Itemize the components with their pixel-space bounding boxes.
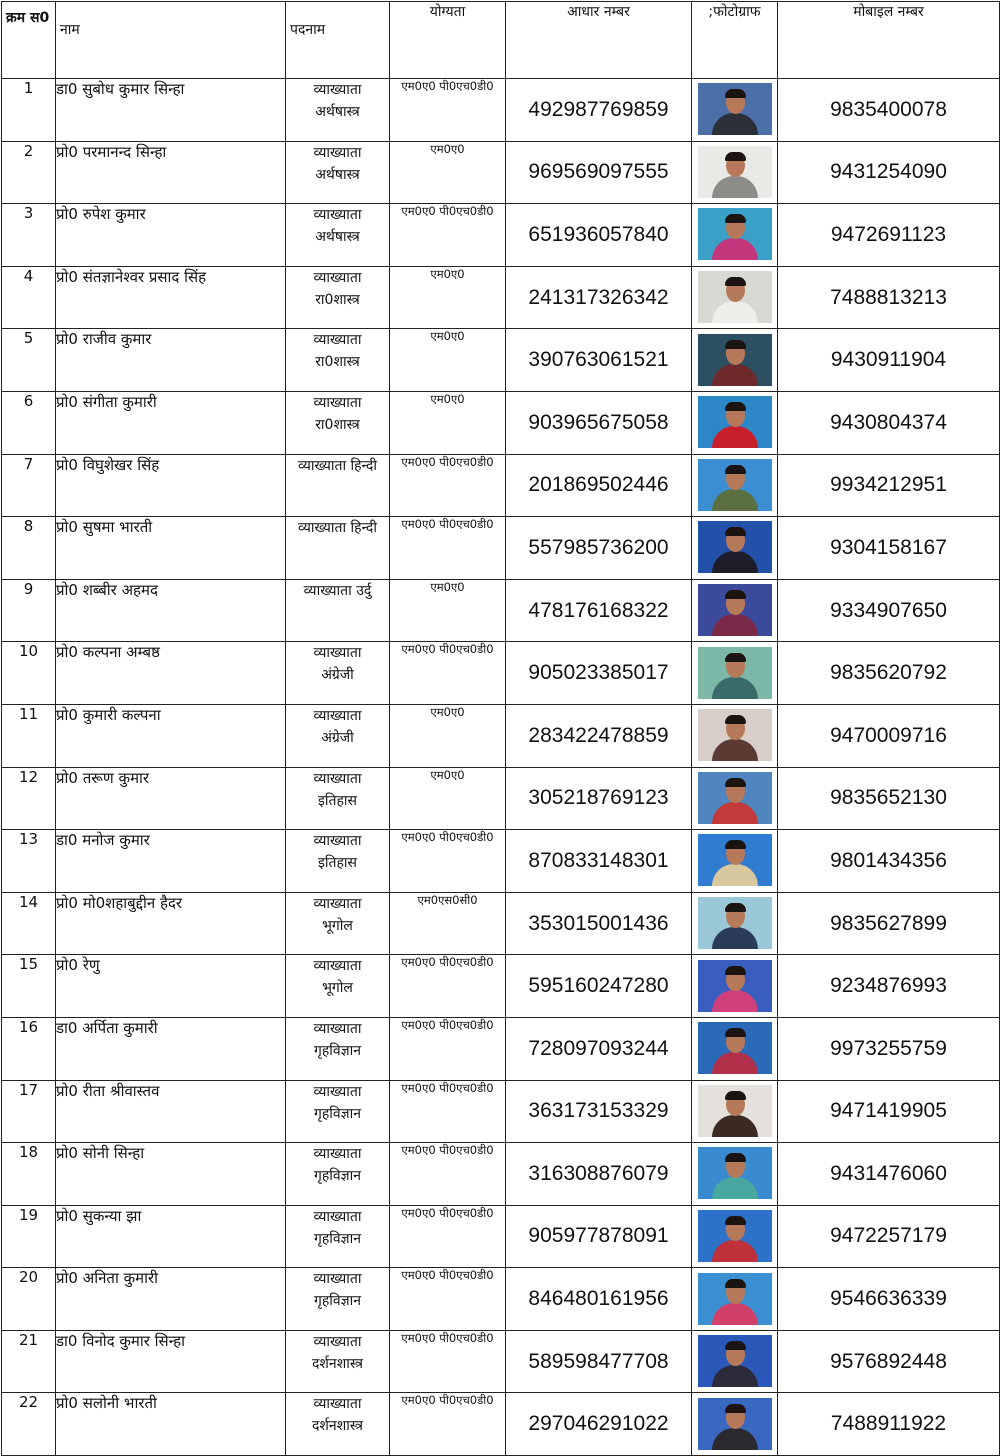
row-qualification: एम0ए0 <box>390 704 506 767</box>
row-mobile: 9430911904 <box>778 329 1000 392</box>
person-photo <box>698 1335 772 1387</box>
table-row <box>2 454 1000 517</box>
row-sno: 17 <box>2 1080 56 1143</box>
row-post-line1: व्याख्याता <box>313 833 362 850</box>
row-post-line1: व्याख्याता <box>313 1020 362 1037</box>
row-post-line2: अंग्रेजी <box>321 729 354 746</box>
row-sno: 5 <box>2 329 56 392</box>
row-name: प्रो0 संगीता कुमारी <box>56 391 286 454</box>
row-mobile: 9835400078 <box>778 79 1000 142</box>
table-row <box>2 204 1000 267</box>
row-photo-cell <box>692 204 778 267</box>
row-photo-cell <box>692 892 778 955</box>
row-post-line1: व्याख्याता <box>313 1396 362 1413</box>
row-post-line1: व्याख्याता उर्दु <box>303 582 372 599</box>
row-qualification: एम0ए0 पी0एच0डी0 <box>390 204 506 267</box>
row-photo-cell <box>692 1017 778 1080</box>
row-aadhaar: 283422478859 <box>506 704 692 767</box>
row-mobile: 9472257179 <box>778 1205 1000 1268</box>
table-row <box>2 767 1000 830</box>
row-post-line1: व्याख्याता <box>313 1271 362 1288</box>
row-qualification: एम0ए0 <box>390 767 506 830</box>
row-post-line2: रा0शास्त्र <box>315 291 360 308</box>
row-post <box>286 1205 390 1268</box>
row-post <box>286 1330 390 1393</box>
row-post <box>286 1080 390 1143</box>
table-row <box>2 329 1000 392</box>
row-aadhaar: 870833148301 <box>506 830 692 893</box>
row-post <box>286 454 390 517</box>
header-mobile: मोबाइल नम्बर <box>778 2 1000 79</box>
row-post <box>286 1393 390 1456</box>
row-mobile: 9304158167 <box>778 517 1000 580</box>
table-row <box>2 1017 1000 1080</box>
table-row <box>2 266 1000 329</box>
row-photo-cell <box>692 141 778 204</box>
row-post <box>286 391 390 454</box>
row-mobile: 9472691123 <box>778 204 1000 267</box>
row-sno: 13 <box>2 830 56 893</box>
row-mobile: 9835627899 <box>778 892 1000 955</box>
row-post <box>286 517 390 580</box>
row-post-line2: इतिहास <box>317 792 357 809</box>
row-aadhaar: 903965675058 <box>506 391 692 454</box>
row-qualification: एम0ए0 पी0एच0डी0 <box>390 79 506 142</box>
row-post-line1: व्याख्याता <box>313 1083 362 1100</box>
row-sno: 2 <box>2 141 56 204</box>
row-sno: 11 <box>2 704 56 767</box>
row-post-line1: व्याख्याता <box>313 332 362 349</box>
row-post-line1: व्याख्याता <box>313 394 362 411</box>
row-sno: 14 <box>2 892 56 955</box>
row-sno: 10 <box>2 642 56 705</box>
row-photo-cell <box>692 517 778 580</box>
row-mobile: 9576892448 <box>778 1330 1000 1393</box>
row-qualification: एम0एस0सी0 <box>390 892 506 955</box>
row-post <box>286 1017 390 1080</box>
row-name: डा0 मनोज कुमार <box>56 830 286 893</box>
row-aadhaar: 316308876079 <box>506 1143 692 1206</box>
person-photo <box>698 1398 772 1450</box>
row-aadhaar: 305218769123 <box>506 767 692 830</box>
row-post-line2: गृहविज्ञान <box>313 1105 362 1122</box>
row-qualification: एम0ए0 <box>390 579 506 642</box>
photo-hair <box>725 527 746 536</box>
row-qualification: एम0ए0 पी0एच0डी0 <box>390 454 506 517</box>
row-name: प्रो0 रीता श्रीवास्तव <box>56 1080 286 1143</box>
row-photo-cell <box>692 642 778 705</box>
staff-table <box>1 1 1000 1456</box>
row-qualification: एम0ए0 पी0एच0डी0 <box>390 830 506 893</box>
row-post-line2: दर्शनशास्त्र <box>311 1355 364 1372</box>
table-row <box>2 141 1000 204</box>
row-sno: 12 <box>2 767 56 830</box>
photo-hair <box>725 89 746 98</box>
row-qualification: एम0ए0 पी0एच0डी0 <box>390 1393 506 1456</box>
row-photo-cell <box>692 1330 778 1393</box>
person-photo <box>698 83 772 135</box>
row-mobile: 9835652130 <box>778 767 1000 830</box>
row-aadhaar: 201869502446 <box>506 454 692 517</box>
photo-hair <box>725 277 746 286</box>
person-photo <box>698 521 772 573</box>
table-row <box>2 391 1000 454</box>
row-photo-cell <box>692 830 778 893</box>
row-sno: 22 <box>2 1393 56 1456</box>
row-post <box>286 1143 390 1206</box>
table-row <box>2 1143 1000 1206</box>
row-qualification: एम0ए0 पी0एच0डी0 <box>390 1080 506 1143</box>
row-mobile: 9430804374 <box>778 391 1000 454</box>
row-qualification: एम0ए0 <box>390 391 506 454</box>
row-post-line1: व्याख्याता हिन्दी <box>298 520 377 537</box>
photo-hair <box>725 1279 746 1288</box>
row-aadhaar: 905023385017 <box>506 642 692 705</box>
table-row <box>2 830 1000 893</box>
row-aadhaar: 478176168322 <box>506 579 692 642</box>
row-qualification: एम0ए0 पी0एच0डी0 <box>390 1268 506 1331</box>
row-sno: 8 <box>2 517 56 580</box>
row-post-line2: भूगोल <box>322 917 353 934</box>
header-qualification: योग्यता <box>390 2 506 79</box>
row-aadhaar: 363173153329 <box>506 1080 692 1143</box>
photo-hair <box>725 903 746 912</box>
row-post-line2: इतिहास <box>317 855 357 872</box>
row-mobile: 9546636339 <box>778 1268 1000 1331</box>
row-photo-cell <box>692 704 778 767</box>
person-photo <box>698 1273 772 1325</box>
person-photo <box>698 897 772 949</box>
row-post <box>286 704 390 767</box>
row-post-line1: व्याख्याता <box>313 1333 362 1350</box>
row-qualification: एम0ए0 <box>390 266 506 329</box>
photo-hair <box>725 715 746 724</box>
row-aadhaar: 492987769859 <box>506 79 692 142</box>
photo-hair <box>725 966 746 975</box>
header-photo: ;फोटोग्राफ <box>692 2 778 79</box>
row-post-line1: व्याख्याता <box>313 1208 362 1225</box>
table-row <box>2 892 1000 955</box>
row-name: प्रो0 राजीव कुमार <box>56 329 286 392</box>
table-row <box>2 1393 1000 1456</box>
photo-hair <box>725 402 746 411</box>
row-name: प्रो0 कुमारी कल्पना <box>56 704 286 767</box>
row-qualification: एम0ए0 पी0एच0डी0 <box>390 1143 506 1206</box>
row-sno: 3 <box>2 204 56 267</box>
row-qualification: एम0ए0 पी0एच0डी0 <box>390 517 506 580</box>
table-row <box>2 1080 1000 1143</box>
row-sno: 4 <box>2 266 56 329</box>
row-post-line2: रा0शास्त्र <box>315 416 360 433</box>
row-name: प्रो0 तरूण कुमार <box>56 767 286 830</box>
row-name: प्रो0 सलोनी भारती <box>56 1393 286 1456</box>
photo-hair <box>725 1153 746 1162</box>
row-qualification: एम0ए0 पी0एच0डी0 <box>390 1330 506 1393</box>
row-post-line1: व्याख्याता <box>313 207 362 224</box>
row-qualification: एम0ए0 पी0एच0डी0 <box>390 1017 506 1080</box>
photo-hair <box>725 465 746 474</box>
person-photo <box>698 584 772 636</box>
row-mobile: 9801434356 <box>778 830 1000 893</box>
header-sno: क्रम स0 <box>2 2 56 79</box>
row-mobile: 9835620792 <box>778 642 1000 705</box>
person-photo <box>698 647 772 699</box>
row-post <box>286 579 390 642</box>
row-name: डा0 अर्पिता कुमारी <box>56 1017 286 1080</box>
row-aadhaar: 969569097555 <box>506 141 692 204</box>
person-photo <box>698 146 772 198</box>
table-row <box>2 79 1000 142</box>
row-post <box>286 830 390 893</box>
row-mobile: 9934212951 <box>778 454 1000 517</box>
row-post <box>286 141 390 204</box>
table-row <box>2 579 1000 642</box>
row-mobile: 9431254090 <box>778 141 1000 204</box>
row-photo-cell <box>692 1393 778 1456</box>
row-aadhaar: 297046291022 <box>506 1393 692 1456</box>
photo-hair <box>725 1341 746 1350</box>
person-photo <box>698 960 772 1012</box>
person-photo <box>698 271 772 323</box>
row-post-line1: व्याख्याता <box>313 269 362 286</box>
row-post-line2: अंग्रेजी <box>321 667 354 684</box>
row-post-line2: गृहविज्ञान <box>313 1293 362 1310</box>
table-row <box>2 1268 1000 1331</box>
row-name: प्रो0 शब्बीर अहमद <box>56 579 286 642</box>
row-sno: 15 <box>2 955 56 1018</box>
person-photo <box>698 772 772 824</box>
row-qualification: एम0ए0 <box>390 329 506 392</box>
row-mobile: 9431476060 <box>778 1143 1000 1206</box>
row-name: प्रो0 संतज्ञानेश्वर प्रसाद सिंह <box>56 266 286 329</box>
photo-hair <box>725 1216 746 1225</box>
photo-hair <box>725 1404 746 1413</box>
row-photo-cell <box>692 1143 778 1206</box>
table-row <box>2 704 1000 767</box>
row-aadhaar: 557985736200 <box>506 517 692 580</box>
row-sno: 9 <box>2 579 56 642</box>
photo-hair <box>725 1028 746 1037</box>
row-post <box>286 79 390 142</box>
row-name: प्रो0 कल्पना अम्बष्ठ <box>56 642 286 705</box>
table-row <box>2 955 1000 1018</box>
row-aadhaar: 241317326342 <box>506 266 692 329</box>
row-post <box>286 892 390 955</box>
person-photo <box>698 459 772 511</box>
row-name: प्रो0 अनिता कुमारी <box>56 1268 286 1331</box>
row-photo-cell <box>692 1205 778 1268</box>
header-post: पदनाम <box>286 2 390 79</box>
photo-hair <box>725 340 746 349</box>
table-row <box>2 642 1000 705</box>
row-name: प्रो0 सुषमा भारती <box>56 517 286 580</box>
row-photo-cell <box>692 329 778 392</box>
row-qualification: एम0ए0 <box>390 141 506 204</box>
row-post-line2: अर्थषास्त्र <box>315 229 360 246</box>
row-post-line1: व्याख्याता <box>313 144 362 161</box>
row-post <box>286 642 390 705</box>
table-row <box>2 1330 1000 1393</box>
row-qualification: एम0ए0 पी0एच0डी0 <box>390 1205 506 1268</box>
row-post-line1: व्याख्याता <box>313 707 362 724</box>
row-post <box>286 204 390 267</box>
row-name: प्रो0 मो0शहाबुद्दीन हैदर <box>56 892 286 955</box>
row-sno: 19 <box>2 1205 56 1268</box>
row-post-line1: व्याख्याता <box>313 958 362 975</box>
row-photo-cell <box>692 391 778 454</box>
row-post-line2: गृहविज्ञान <box>313 1042 362 1059</box>
row-name: प्रो0 रेणु <box>56 955 286 1018</box>
row-post-line2: रा0शास्त्र <box>315 354 360 371</box>
row-photo-cell <box>692 1268 778 1331</box>
row-qualification: एम0ए0 पी0एच0डी0 <box>390 955 506 1018</box>
row-post <box>286 955 390 1018</box>
row-mobile: 9470009716 <box>778 704 1000 767</box>
header-row <box>2 2 1000 79</box>
row-post-line2: अर्थषास्त्र <box>315 166 360 183</box>
row-name: प्रो0 रुपेश कुमार <box>56 204 286 267</box>
photo-hair <box>725 1091 746 1100</box>
row-name: प्रो0 सोनी सिन्हा <box>56 1143 286 1206</box>
row-sno: 16 <box>2 1017 56 1080</box>
row-mobile: 7488911922 <box>778 1393 1000 1456</box>
row-name: प्रो0 सुकन्या झा <box>56 1205 286 1268</box>
row-photo-cell <box>692 955 778 1018</box>
person-photo <box>698 396 772 448</box>
row-mobile: 7488813213 <box>778 266 1000 329</box>
row-post-line2: गृहविज्ञान <box>313 1230 362 1247</box>
row-sno: 6 <box>2 391 56 454</box>
row-post-line2: गृहविज्ञान <box>313 1168 362 1185</box>
person-photo <box>698 709 772 761</box>
row-photo-cell <box>692 79 778 142</box>
row-qualification: एम0ए0 पी0एच0डी0 <box>390 642 506 705</box>
photo-hair <box>725 590 746 599</box>
row-aadhaar: 728097093244 <box>506 1017 692 1080</box>
row-photo-cell <box>692 454 778 517</box>
row-name: प्रो0 परमानन्द सिन्हा <box>56 141 286 204</box>
table-row <box>2 517 1000 580</box>
person-photo <box>698 1147 772 1199</box>
row-post-line1: व्याख्याता <box>313 1146 362 1163</box>
row-sno: 1 <box>2 79 56 142</box>
row-aadhaar: 595160247280 <box>506 955 692 1018</box>
table-row <box>2 1205 1000 1268</box>
row-photo-cell <box>692 1080 778 1143</box>
row-post-line1: व्याख्याता <box>313 770 362 787</box>
row-photo-cell <box>692 579 778 642</box>
row-post-line2: दर्शनशास्त्र <box>311 1418 364 1435</box>
person-photo <box>698 334 772 386</box>
row-photo-cell <box>692 767 778 830</box>
row-post <box>286 1268 390 1331</box>
row-sno: 18 <box>2 1143 56 1206</box>
row-aadhaar: 905977878091 <box>506 1205 692 1268</box>
row-aadhaar: 390763061521 <box>506 329 692 392</box>
photo-hair <box>725 152 746 161</box>
row-mobile: 9234876993 <box>778 955 1000 1018</box>
header-aadhaar: आधार नम्बर <box>506 2 692 79</box>
row-aadhaar: 589598477708 <box>506 1330 692 1393</box>
row-post-line1: व्याख्याता <box>313 645 362 662</box>
row-name: डा0 सुबोध कुमार सिन्हा <box>56 79 286 142</box>
row-sno: 21 <box>2 1330 56 1393</box>
header-name: नाम <box>56 2 286 79</box>
row-aadhaar: 846480161956 <box>506 1268 692 1331</box>
row-photo-cell <box>692 266 778 329</box>
photo-hair <box>725 653 746 662</box>
row-post <box>286 329 390 392</box>
row-post <box>286 767 390 830</box>
row-mobile: 9973255759 <box>778 1017 1000 1080</box>
row-post-line2: भूगोल <box>322 980 353 997</box>
person-photo <box>698 1085 772 1137</box>
person-photo <box>698 208 772 260</box>
row-post <box>286 266 390 329</box>
row-sno: 20 <box>2 1268 56 1331</box>
row-post-line1: व्याख्याता <box>313 82 362 98</box>
row-mobile: 9334907650 <box>778 579 1000 642</box>
person-photo <box>698 1022 772 1074</box>
row-post-line1: व्याख्याता हिन्दी <box>298 457 377 474</box>
row-mobile: 9471419905 <box>778 1080 1000 1143</box>
row-aadhaar: 651936057840 <box>506 204 692 267</box>
person-photo <box>698 1210 772 1262</box>
row-name: डा0 विनोद कुमार सिन्हा <box>56 1330 286 1393</box>
photo-hair <box>725 778 746 787</box>
photo-hair <box>725 840 746 849</box>
photo-hair <box>725 214 746 223</box>
row-sno: 7 <box>2 454 56 517</box>
row-post-line1: व्याख्याता <box>313 895 362 912</box>
row-aadhaar: 353015001436 <box>506 892 692 955</box>
person-photo <box>698 834 772 886</box>
row-name: प्रो0 विघुशेखर सिंह <box>56 454 286 517</box>
row-post-line2: अर्थषास्त्र <box>315 104 360 120</box>
